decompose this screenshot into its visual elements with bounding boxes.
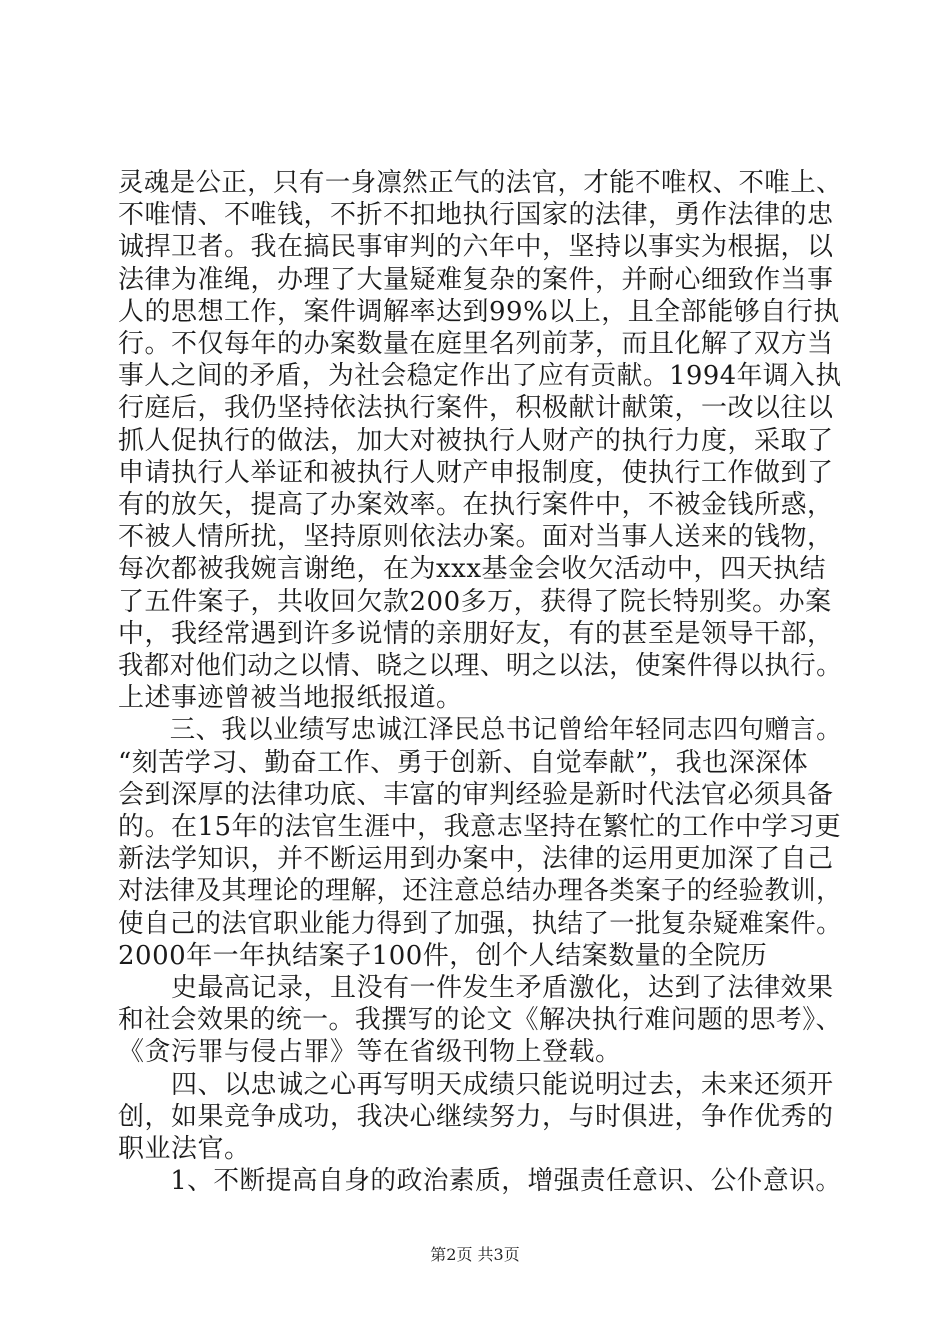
text-line: 对法律及其理论的理解，还注意总结办理各类案子的经验教训， [118, 876, 842, 907]
text-line: 中，我经常遇到许多说情的亲朋好友，有的甚至是领导干部， [118, 618, 834, 649]
text-line: 行。不仅每年的办案数量在庭里名列前茅，而且化解了双方当 [118, 329, 834, 359]
text-line: 法律为准绳，办理了大量疑难复杂的案件，并耐心细致作当事 [118, 264, 834, 295]
text-line: 职业法官。 [118, 1134, 251, 1164]
text-line: 了五件案子，共收回欠款200多万，获得了院长特别奖。办案 [118, 586, 832, 617]
text-line: 有的放矢，提高了办案效率。在执行案件中，不被金钱所惑， [118, 490, 834, 520]
text-line: 上述事迹曾被当地报纸报道。 [118, 683, 463, 714]
text-line: 1、不断提高自身的政治素质，增强责任意识、公仆意识。 [118, 1166, 842, 1197]
text-line: 我都对他们动之以情、晓之以理、明之以法，使案件得以执行。 [118, 651, 842, 681]
text-line: 的。在15年的法官生涯中，我意志坚持在繁忙的工作中学习更 [118, 812, 842, 842]
text-line: 不被人情所扰，坚持原则依法办案。面对当事人送来的钱物， [118, 522, 834, 553]
text-line: 人的思想工作，案件调解率达到99%以上，且全部能够自行执 [118, 296, 840, 327]
text-line: “刻苦学习、勤奋工作、勇于创新、自觉奉献”，我也深深体 [118, 747, 809, 778]
page-footer: 第2页 共3页 [430, 1245, 520, 1264]
text-line: 新法学知识，并不断运用到办案中，法律的运用更加深了自己 [118, 844, 834, 875]
text-line: 申请执行人举证和被执行人财产申报制度，使执行工作做到了 [118, 457, 834, 488]
text-line: 每次都被我婉言谢绝，在为xxx基金会收欠活动中，四天执结 [118, 554, 826, 585]
text-line: 会到深厚的法律功底、丰富的审判经验是新时代法官必须具备 [118, 779, 834, 810]
text-line: 事人之间的矛盾，为社会稳定作出了应有贡献。1994年调入执 [118, 361, 842, 392]
text-line: 《贪污罪与侵占罪》等在省级刊物上登载。 [118, 1037, 622, 1068]
text-line: 2000年一年执结案子100件，创个人结案数量的全院历 [118, 940, 768, 971]
text-line: 行庭后，我仍坚持依法执行案件，积极献计献策，一改以往以 [118, 393, 834, 424]
text-line: 使自己的法官职业能力得到了加强，执结了一批复杂疑难案件。 [118, 908, 842, 939]
text-line: 三、我以业绩写忠诚江泽民总书记曾给年轻同志四句赠言。 [118, 715, 842, 746]
text-line: 灵魂是公正，只有一身凛然正气的法官，才能不唯权、不唯上、 [118, 168, 842, 198]
text-line: 诚捍卫者。我在搞民事审判的六年中，坚持以事实为根据，以 [118, 232, 834, 263]
text-line: 抓人促执行的做法，加大对被执行人财产的执行力度，采取了 [118, 425, 834, 456]
text-line: 和社会效果的统一。我撰写的论文《解决执行难问题的思考》、 [118, 1005, 842, 1036]
text-line: 不唯情、不唯钱，不折不扣地执行国家的法律，勇作法律的忠 [118, 200, 834, 231]
text-line: 四、以忠诚之心再写明天成绩只能说明过去，未来还须开 [118, 1069, 834, 1100]
text-line: 创，如果竞争成功，我决心继续努力，与时俱进，争作优秀的 [118, 1101, 834, 1132]
text-line: 史最高记录，且没有一件发生矛盾激化，达到了法律效果 [118, 973, 834, 1003]
